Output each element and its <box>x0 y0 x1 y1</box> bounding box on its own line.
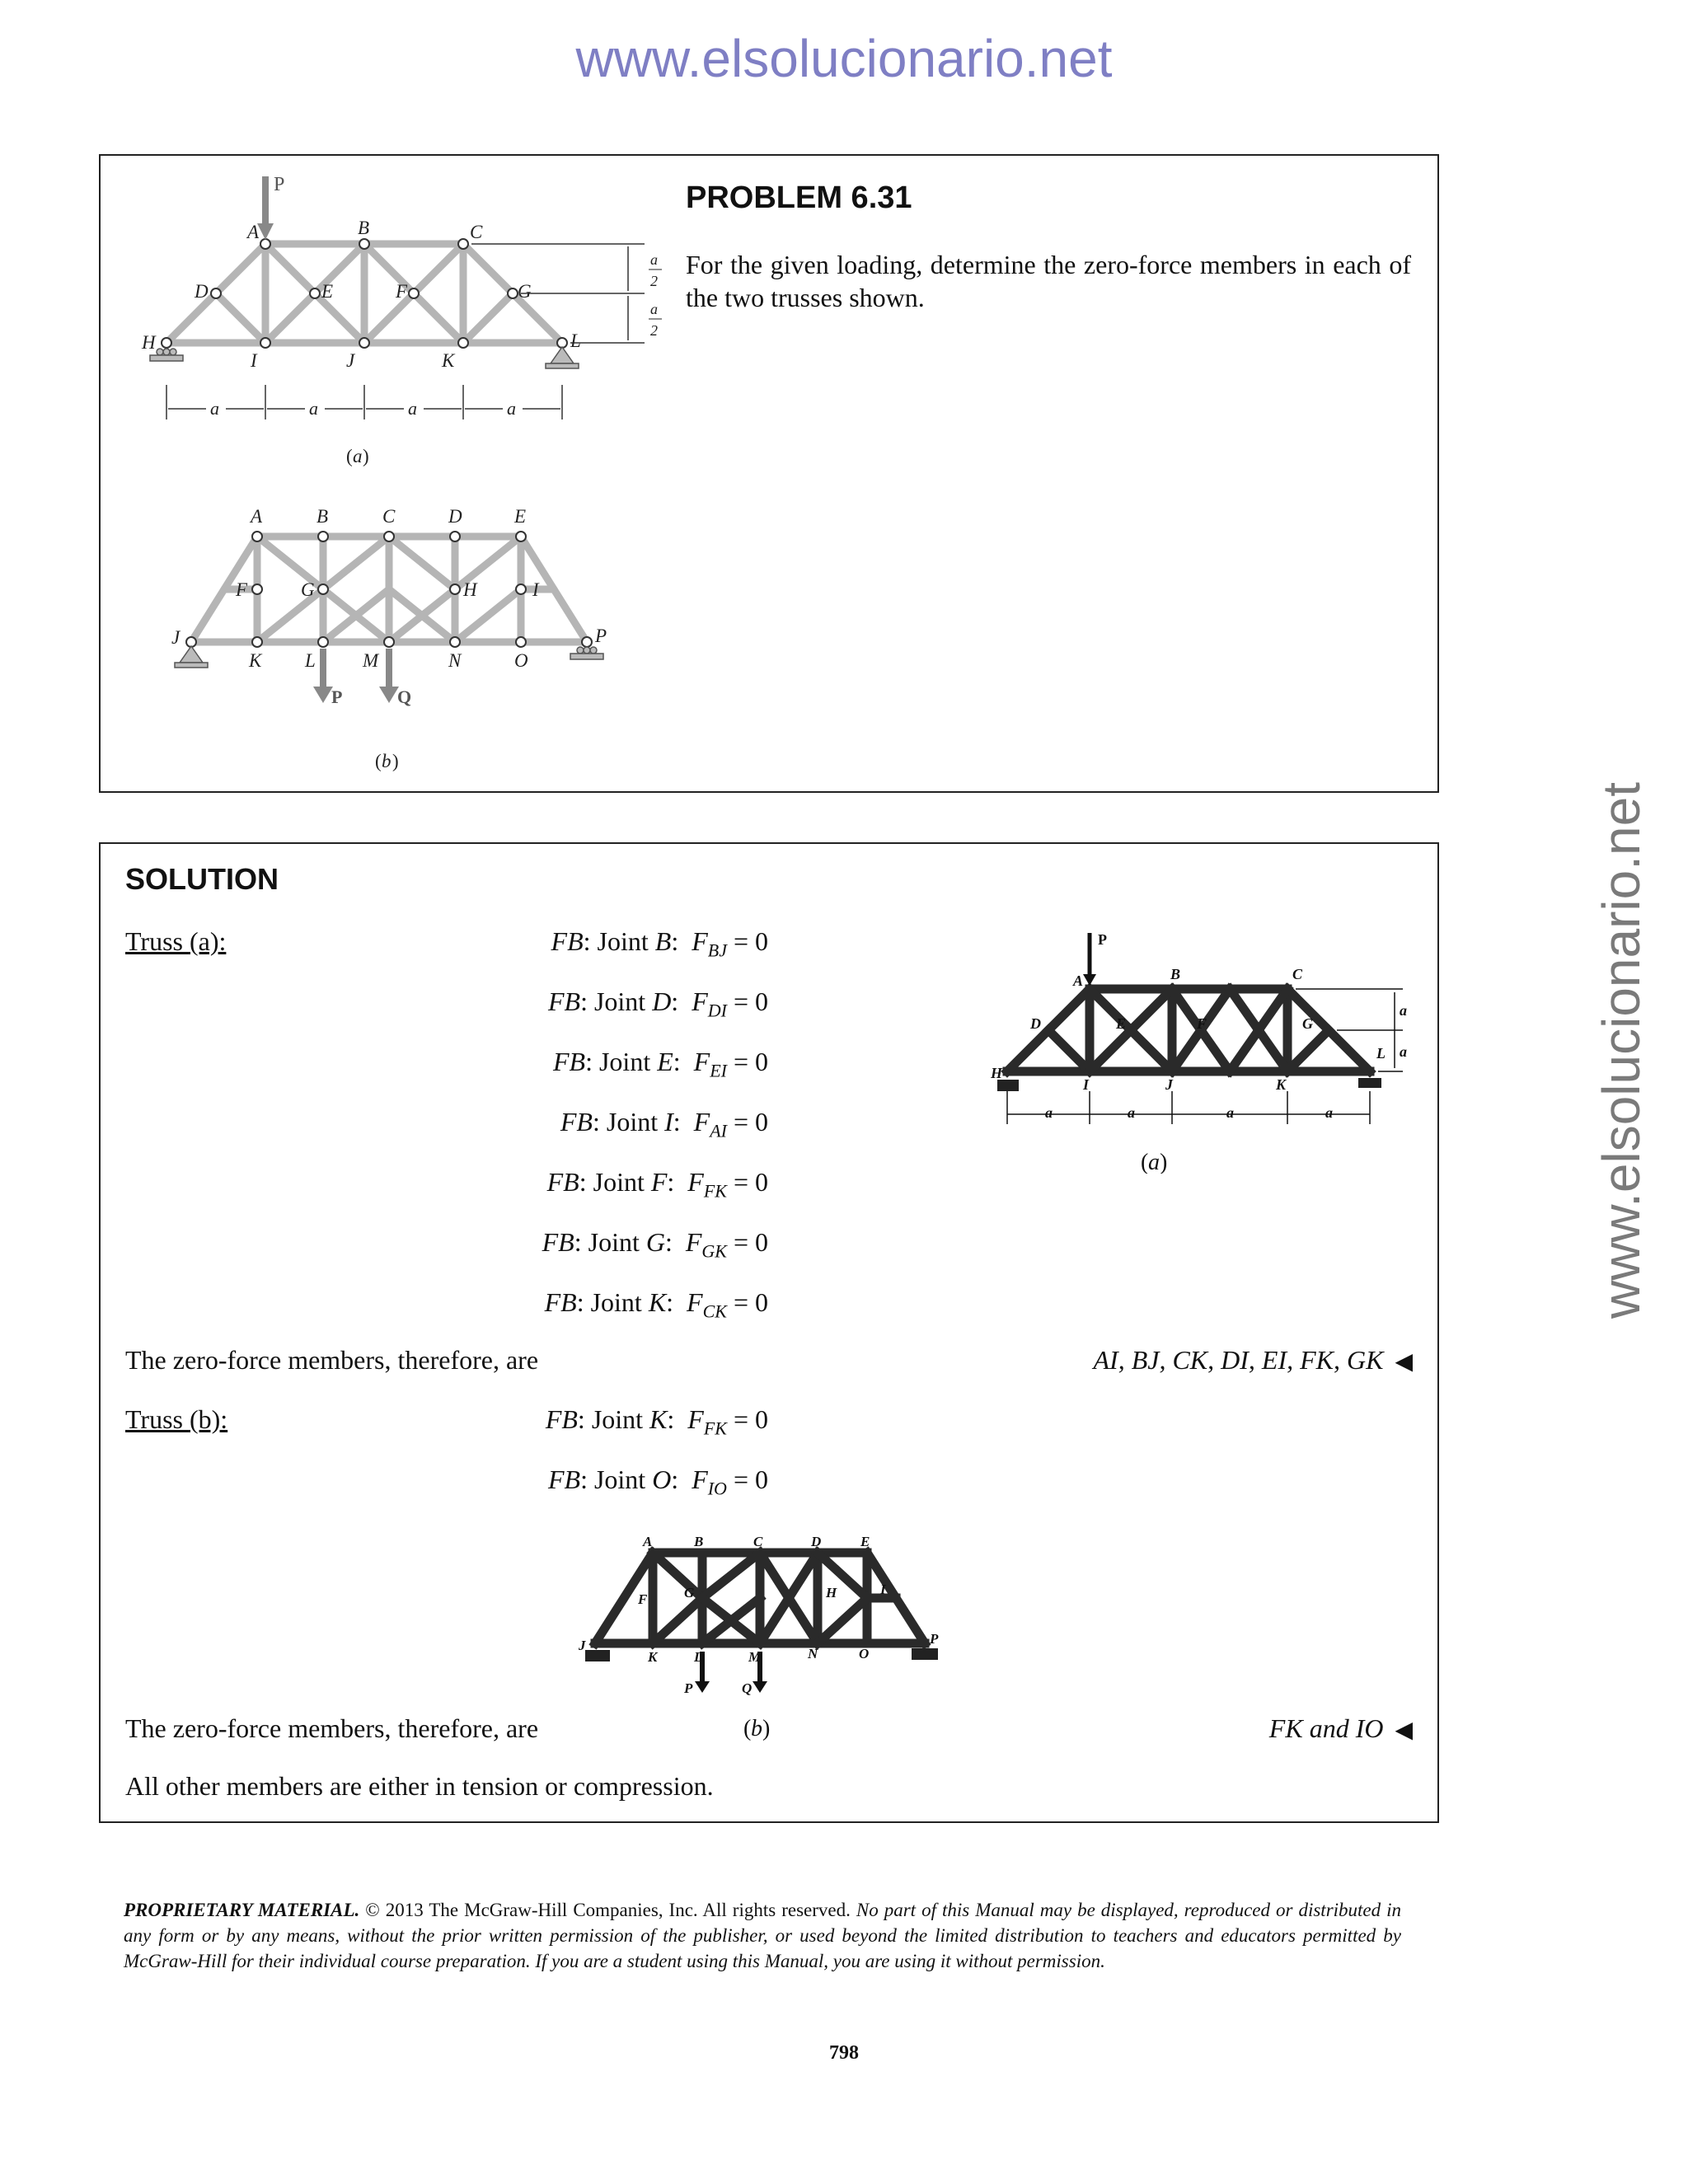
svg-text:P: P <box>595 626 607 646</box>
svg-text:H: H <box>991 1065 1003 1081</box>
svg-text:D: D <box>448 506 462 527</box>
svg-text:a: a <box>408 398 417 419</box>
svg-text:A: A <box>247 222 260 242</box>
equation-b-2: FB: Joint O: $F_{IO} = 0$ <box>547 1465 768 1499</box>
svg-text:G: G <box>1302 1015 1313 1032</box>
svg-text:a: a <box>1325 1104 1333 1121</box>
svg-text:K: K <box>249 650 262 671</box>
svg-text:H: H <box>463 579 477 600</box>
svg-text:I: I <box>251 350 257 371</box>
svg-text:a: a <box>1226 1104 1234 1121</box>
svg-text:P: P <box>684 1680 693 1696</box>
svg-text:B: B <box>1170 966 1181 982</box>
svg-text:L: L <box>1376 1045 1386 1062</box>
footer-italic: No part of this Manual may be displayed, reproduced or distributed in any form or by any means, without the prior written permission of the publisher, or used beyond the limited distribution to teachers and educators permitted by McGraw-Hill for their individual course preparation. If you are a student using this Manual, you are using it without permission. <box>124 1900 1402 1971</box>
svg-text:F: F <box>236 579 248 600</box>
svg-text:E: E <box>321 281 334 302</box>
problem-title: PROBLEM 6.31 <box>686 180 912 215</box>
svg-text:L: L <box>570 330 581 351</box>
svg-text:b: b <box>382 751 392 771</box>
svg-text:M: M <box>748 1649 762 1665</box>
answer-marker-icon: ◀ <box>1395 1718 1413 1743</box>
svg-text:D: D <box>195 281 209 302</box>
zero-force-statement-a: The zero-force members, therefore, are <box>125 1345 539 1375</box>
svg-text:J: J <box>1165 1076 1173 1093</box>
svg-text:2: 2 <box>650 322 658 339</box>
watermark-top: www.elsolucionario.net <box>575 29 1113 88</box>
equation-a-2: FB: Joint D: $F_{DI} = 0$ <box>547 987 768 1021</box>
equation-a-7: FB: Joint K: $F_{CK} = 0$ <box>544 1287 768 1322</box>
svg-text:2: 2 <box>650 273 658 289</box>
equation-a-5: FB: Joint F: $F_{FK} = 0$ <box>546 1167 768 1202</box>
svg-text:(: ( <box>346 446 353 466</box>
watermark-side: www.elsolucionario.net <box>1592 782 1651 1319</box>
svg-text:C: C <box>753 1534 763 1549</box>
problem-text: For the given loading, determine the zero-force members in each of the two trusses shown. <box>686 250 1411 312</box>
svg-text:a: a <box>210 398 219 419</box>
svg-text:F: F <box>1197 1015 1207 1032</box>
equation-a-1: FB: Joint B: $F_{BJ} = 0$ <box>551 926 768 961</box>
svg-text:C: C <box>470 222 483 242</box>
svg-text:E: E <box>1116 1015 1127 1032</box>
svg-text:B: B <box>316 506 329 527</box>
svg-text:A: A <box>1073 972 1084 989</box>
svg-text:P: P <box>1098 931 1107 948</box>
svg-text:F: F <box>638 1591 648 1607</box>
svg-text:b: b <box>751 1716 762 1741</box>
svg-text:): ) <box>762 1716 771 1741</box>
svg-text:G: G <box>684 1585 695 1601</box>
svg-text:N: N <box>808 1646 818 1661</box>
svg-text:F: F <box>396 281 408 302</box>
svg-text:I: I <box>532 579 539 600</box>
svg-text:H: H <box>142 332 156 353</box>
svg-text:C: C <box>1292 966 1303 982</box>
svg-text:P: P <box>930 1631 939 1647</box>
zero-force-statement-b: The zero-force members, therefore, are <box>125 1713 539 1743</box>
problem-box <box>99 154 1439 793</box>
svg-text:I: I <box>1083 1076 1090 1093</box>
svg-text:G: G <box>518 281 532 302</box>
svg-text:N: N <box>448 650 462 671</box>
svg-text:a: a <box>1128 1104 1135 1121</box>
truss-b-figure <box>158 502 719 782</box>
svg-text:(: ( <box>743 1716 752 1741</box>
svg-text:K: K <box>442 350 455 371</box>
svg-text:a: a <box>1400 1043 1407 1060</box>
solution-title: SOLUTION <box>125 862 279 896</box>
svg-text:a: a <box>1148 1150 1160 1174</box>
footer-normal: © 2013 The McGraw-Hill Companies, Inc. All rights reserved. <box>365 1900 851 1920</box>
answer-marker-icon: ◀ <box>1395 1349 1413 1375</box>
svg-text:C: C <box>382 506 396 527</box>
solution-truss-b-figure <box>579 1528 974 1742</box>
svg-text:a: a <box>353 446 363 466</box>
svg-text:E: E <box>514 506 527 527</box>
svg-text:(: ( <box>375 751 382 771</box>
svg-text:a: a <box>1045 1104 1053 1121</box>
final-statement: All other members are either in tension or compression. <box>125 1771 714 1801</box>
page-number: 798 <box>829 2042 859 2064</box>
truss-a-figure <box>134 172 710 469</box>
svg-text:(: ( <box>1141 1150 1149 1174</box>
svg-text:E: E <box>860 1534 870 1549</box>
svg-text:): ) <box>392 751 399 771</box>
svg-text:P: P <box>274 174 285 195</box>
svg-text:Q: Q <box>397 687 412 707</box>
equation-b-1: FB: Joint K: $F_{FK} = 0$ <box>545 1404 768 1439</box>
svg-text:M: M <box>363 650 379 671</box>
svg-text:O: O <box>514 650 528 671</box>
svg-text:P: P <box>331 687 343 707</box>
svg-text:J: J <box>346 350 355 371</box>
svg-text:A: A <box>643 1534 653 1549</box>
svg-text:): ) <box>1160 1150 1168 1174</box>
svg-text:O: O <box>859 1646 870 1661</box>
truss-b-label: Truss (b): <box>125 1404 228 1434</box>
solution-truss-a-figure <box>991 926 1419 1174</box>
svg-text:L: L <box>305 650 316 671</box>
equation-a-4: FB: Joint I: $F_{AI} = 0$ <box>560 1107 768 1141</box>
answer-b: FK and IO ◀ <box>1268 1713 1413 1743</box>
svg-text:a: a <box>650 251 658 268</box>
svg-text:): ) <box>363 446 369 466</box>
truss-a-label: Truss (a): <box>125 926 227 956</box>
svg-text:a: a <box>1400 1002 1407 1019</box>
svg-text:A: A <box>251 506 263 527</box>
equation-a-6: FB: Joint G: $F_{GK} = 0$ <box>542 1227 768 1262</box>
svg-text:K: K <box>1276 1076 1287 1093</box>
svg-text:D: D <box>1030 1015 1041 1032</box>
svg-text:Q: Q <box>742 1680 753 1696</box>
copyright-footer <box>124 1897 1401 1974</box>
svg-text:J: J <box>579 1638 586 1653</box>
equation-a-3: FB: Joint E: $F_{EI} = 0$ <box>552 1047 768 1081</box>
svg-text:L: L <box>694 1649 703 1665</box>
svg-text:H: H <box>826 1585 837 1601</box>
svg-text:a: a <box>507 398 516 419</box>
answer-a: AI, BJ, CK, DI, EI, FK, GK ◀ <box>1093 1345 1413 1375</box>
footer-bold: PROPRIETARY MATERIAL. <box>124 1900 360 1920</box>
svg-text:a: a <box>309 398 318 419</box>
svg-text:a: a <box>650 301 658 317</box>
svg-text:I: I <box>880 1582 886 1597</box>
svg-text:B: B <box>694 1534 704 1549</box>
svg-text:D: D <box>811 1534 822 1549</box>
svg-text:J: J <box>171 627 181 648</box>
svg-text:B: B <box>358 218 370 238</box>
svg-text:K: K <box>648 1649 658 1665</box>
svg-text:G: G <box>301 579 315 600</box>
solution-box <box>99 842 1439 1823</box>
